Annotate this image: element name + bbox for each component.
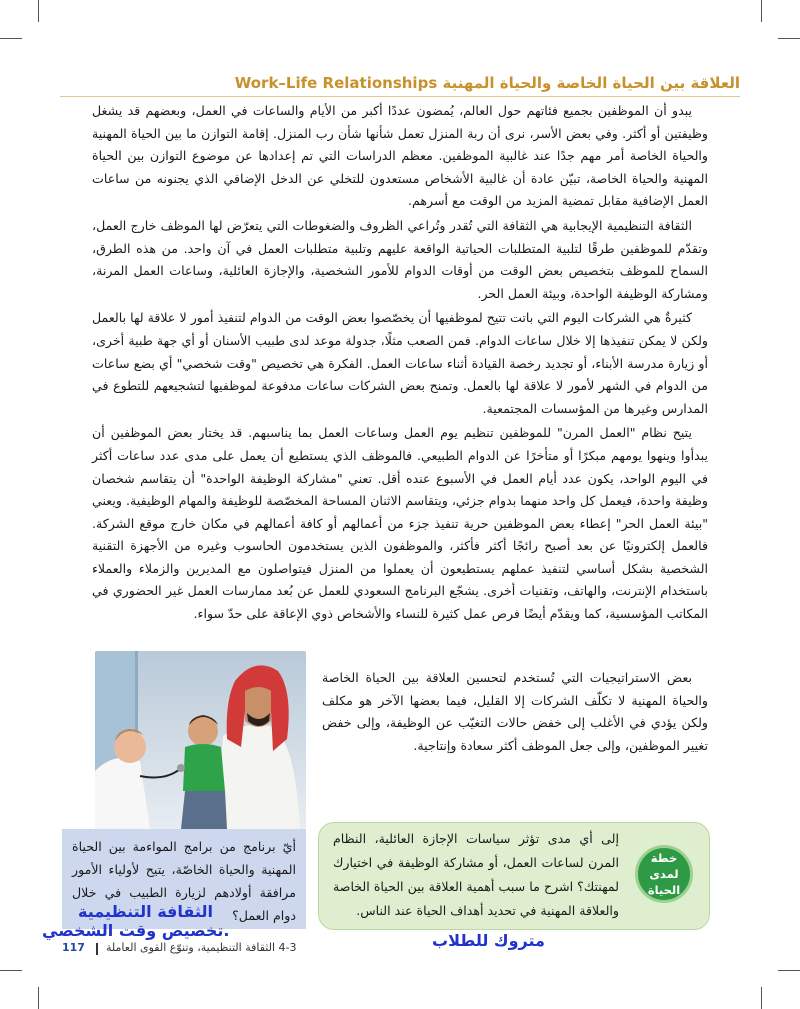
badge-line: الحياة (647, 883, 681, 897)
crop-mark (761, 987, 762, 1009)
handwritten-answer: تخصيص وقت الشخصي. (42, 921, 230, 940)
page-number: 117 (62, 941, 85, 954)
lifelong-plan-box (318, 822, 710, 930)
section-title-arabic: العلاقة بين الحياة الخاصة والحياة المهنية (442, 74, 740, 92)
strategies-text (322, 667, 708, 757)
section-title (60, 74, 740, 97)
crop-mark (38, 0, 39, 22)
crop-mark (778, 38, 800, 39)
caption-text: أيّ برنامج من برامج المواءمة بين الحياة المهنية والحياة الخاصّة، يتيح لأولياء الأمور مرافقة أولادهم لزيارة الطبيب في خلال دوام العمل؟ (72, 839, 296, 923)
photo-illustration (95, 651, 306, 829)
page-footer (62, 941, 342, 959)
lifelong-plan-badge (635, 845, 693, 903)
paragraph: كثيرةٌ هي الشركات اليوم التي باتت تتيح لموظفيها أن يخصّصوا بعض الوقت من الدوام لتنفيذ أمور لا علاقة لها بالعمل ولكن لا يمكن تنفيذها إلا خلال ساعات الدوام. فمن الصعب مثلًا، جدولة موعد لدى طبيب الأسنان أو أي جهة طبية أخرى، أو زيارة مدرسة الأبناء، أو تجديد رخصة القيادة أثناء ساعات العمل. الفكرة هي تخصيص "وقت شخصي" أي بضع ساعات من الدوام في الشهر لأمور لا علاقة لها بالعمل. وتمنح بعض الشركات ساعات مدفوعة لموظفيها لتشجيعهم للتطوع في المدارس وغيرها من المؤسسات المجتمعية. (92, 310, 708, 416)
badge-line: خطة لمدى (649, 851, 679, 881)
main-text (92, 100, 708, 628)
chapter-label: 4-3 الثقافة التنظيمية، وتنوّع القوى العاملة (106, 941, 297, 954)
crop-mark (761, 0, 762, 22)
crop-mark (778, 970, 800, 971)
task-question: إلى أي مدى تؤثر سياسات الإجازة العائلية، النظام المرن لساعات العمل، أو مشاركة الوظيفة في اختيارك لمهنتك؟ اشرح ما سبب أهمية العلاقة بين الحياة الخاصة والعلاقة المهنية في تحديد أهداف الحياة عند الناس. (333, 831, 619, 918)
handwritten-answer: الثقافة التنظيمية (78, 902, 213, 921)
doctor-visit-photo (95, 651, 306, 829)
crop-mark (0, 970, 22, 971)
crop-mark (0, 38, 22, 39)
paragraph: يبدو أن الموظفين بجميع فئاتهم حول العالم، يُمضون عددًا أكبر من الأيام والساعات في العمل، وبعضهم قد يشغل وظيفتين أو أكثر. وفي بعض الأسر، نرى أن ربة المنزل تعمل شأنها شأن رب المنزل. إقامة التوازن ما بين الحياة المهنية والحياة الخاصة أمر مهم جدًا عند غالبية الموظفين. معظم الدراسات التي تم إعدادها عن موضوع التوازن بين الحياة المهنية والحياة الخاصة، تبيّن عادة أن غالبية الأشخاص مستعدون للتخلي عن الدخل الإضافي الذي يجنونه من ساعات العمل الإضافية مقابل تمضية المزيد من الوقت مع أسرهم. (92, 103, 708, 209)
footer-divider (96, 943, 98, 955)
paragraph: يتيح نظام "العمل المرن" للموظفين تنظيم يوم العمل وساعات العمل بما يناسبهم. قد يختار بعض الموظفين أن يبدأوا وينهوا يومهم مبكرًا أو متأخرًا عن الدوام الطبيعي. فالموظف الذي يستطيع أن يعمل على مدى عدد ساعات أكثر في اليوم الواحد، يكون عدد أيام العمل في الأسبوع عنده أقل. تعني "مشاركة الوظيفة الواحدة" أن يتقاسم شخصان وظيفة واحدة، فيعمل كل واحد منهما بدوام جزئي، ويتقاسم الاثنان المساحة المخصّصة للوظيفة والمهام الوظيفية. ويعني "بيئة العمل الحر" إعطاء بعض الموظفين حرية تنفيذ جزء من أعمالهم أو كافة أعمالهم في مكان خارج موقع الشركة. فالعمل إلكترونيًا عن بعد أصبح رائجًا أكثر فأكثر، والموظفون الذين يستخدمون الحاسوب وغيره من الأجهزة التقنية الشخصية بشكل أساسي لتنفيذ عملهم يستطيعون أن يعملوا من المنزل فيتواصلون مع المديرين والزملاء والعملاء باستخدام الإنترنت، والهاتف، وتقنيات أخرى. يشجّع البرنامج السعودي للعمل عن بُعد ممارسات العمل غير الحضوري في المكاتب المؤسسية، كما ويقدّم أيضًا فرص عمل كثيرة للنساء والأشخاص ذوي الإعاقة على حدّ سواء. (92, 425, 708, 622)
paragraph: الثقافة التنظيمية الإيجابية هي الثقافة التي تُقدر وتُراعي الظروف والضغوطات التي يتعرّض لها الموظف خارج العمل، وتقدّم للموظفين طرقًا لتلبية المتطلبات الحياتية الواقعة عليهم وتلبية متطلبات العمل في آن واحد. من هذه الطرق، السماح للموظف بتخصيص بعض الوقت من أوقات الدوام للأمور الشخصية، والإجازة العائلية، وساعات العمل المرنة، ومشاركة الوظيفة الواحدة، وبيئة العمل الحر. (92, 217, 708, 301)
handwritten-answer: متروك للطلاب (432, 931, 545, 950)
section-title-english: Work–Life Relationships (234, 74, 438, 92)
crop-mark (38, 987, 39, 1009)
paragraph: بعض الاستراتيجيات التي تُستخدم لتحسين العلاقة بين الحياة الخاصة والحياة المهنية لا تكلّف الشركات إلا القليل، فيما بعضها الآخر هو مكلف ولكن يؤدي في الأغلب إلى خفض حالات التغيّب عن الوظيفة، وإلى خفض تغيير الموظفين، وإلى جعل الموظف أكثر سعادة وإنتاجية. (322, 670, 708, 753)
